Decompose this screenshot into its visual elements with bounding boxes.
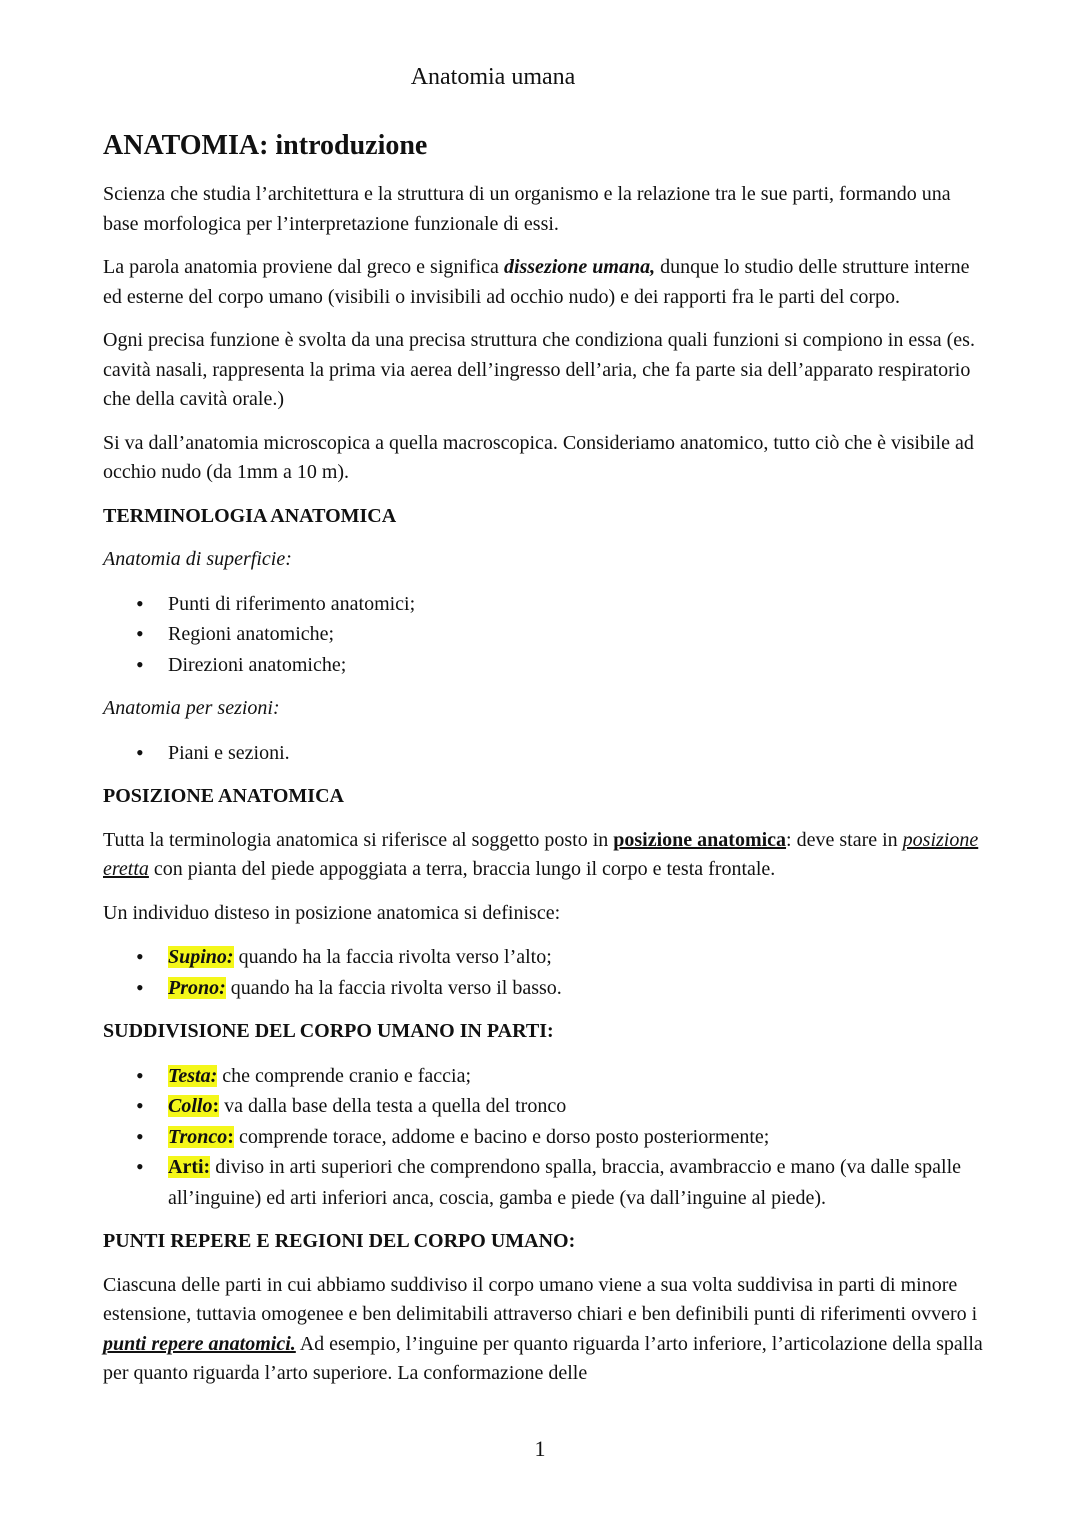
text-run: La parola anatomia proviene dal greco e significa [103,256,504,278]
text-run: comprende torace, addome e bacino e dorso posto posteriormente; [233,1125,770,1148]
posizione-paragraph-1 [103,826,983,885]
text-run: Tutta la terminologia anatomica si riferisce al soggetto posto in [103,828,614,851]
heading-bold-part: ANATOMIA: [103,130,269,161]
intro-paragraph-4: Si va dall’anatomia microscopica a quella macroscopica. Consideriamo anatomico, tutto ciò che è visibile ad occhio nudo (da 1mm a 10 m). [103,431,974,483]
text-run: quando ha la faccia rivolta verso il basso. [225,976,562,999]
main-heading [103,128,983,164]
list-item [168,942,983,973]
section-title-suddivisione: SUDDIVISIONE DEL CORPO UMANO IN PARTI: [103,1020,554,1042]
section-title-posizione: POSIZIONE ANATOMICA [103,785,344,807]
text-run: va dalla base della testa a quella del tronco [219,1095,567,1117]
highlighted-term: Testa: [168,1064,218,1087]
highlighted-term: Tronco [168,1125,228,1148]
highlighted-term: Prono: [168,976,226,999]
list-item: • Punti di riferimento anatomici; [168,589,983,620]
text-run: Ciascuna delle parti in cui abbiamo suddiviso il corpo umano viene a sua volta suddivisa in parti di minore estensione, tuttavia omogenee e ben delimitabili attraverso chiari e ben definibili punti di riferimenti ovvero i [103,1273,978,1325]
list-item [168,1152,983,1213]
text-run: Ad esempio, l’inguine per quanto riguarda l’arto inferiore, l’articolazione della spalla per quanto riguarda l’arto superiore. La conformazione delle [103,1332,983,1384]
posizione-paragraph-2: Un individuo disteso in posizione anatomica si definisce: [103,901,561,924]
term-posizione-anatomica: posizione anatomica [613,828,787,851]
heading-rest: introduzione [268,130,428,161]
highlighted-colon: : [212,1095,220,1117]
document-body [103,128,983,1403]
list-item [168,1122,983,1153]
superficie-list [103,589,983,681]
sezioni-list [103,738,983,769]
highlighted-colon: : [227,1125,234,1148]
text-run: con pianta del piede appoggiata a terra, braccia lungo il corpo e testa frontale. [148,858,776,880]
highlighted-term: Arti: [168,1156,211,1178]
list-item [168,1091,983,1122]
list-item: • Regioni anatomiche; [168,619,983,650]
list-item [168,1061,983,1092]
text-run: quando ha la faccia rivolta verso l’alto; [233,946,552,968]
text-run: diviso in arti superiori che comprendono spalla, braccia, avambraccio e mano (va dalle spalle all’inguine) ed arti inferiori anca, coscia, gamba e piede (va dall’inguine al piede). [168,1156,962,1209]
sezioni-label: Anatomia per sezioni: [103,697,280,719]
section-title-terminologia: TERMINOLOGIA ANATOMICA [103,504,397,527]
punti-paragraph-1 [103,1271,983,1389]
page-header: Anatomia umana [410,64,576,90]
text-run: che comprende cranio e faccia; [217,1064,471,1087]
intro-paragraph-1: Scienza che studia l’architettura e la struttura di un organismo e la relazione tra le sue parti, formando una base morfologica per l’interpretazione funzionale di essi. [103,183,951,235]
suddivisione-list [103,1061,983,1214]
emphasis-dissezione: dissezione umana, [503,256,656,278]
intro-paragraph-3: Ogni precisa funzione è svolta da una precisa struttura che condiziona quali funzioni si compiono in essa (es. cavità nasali, rappresenta la prima via aerea dell’ingresso dell’aria, che fa parte sia dell’apparato respiratorio che della cavità orale.) [103,329,975,410]
superficie-label: Anatomia di superficie: [103,548,292,570]
list-item: • Piani e sezioni. [168,738,983,769]
text-run: : deve stare in [786,828,903,851]
term-punti-repere: punti repere anatomici. [103,1332,296,1355]
highlighted-term: Supino: [168,946,234,968]
intro-paragraph-2 [103,253,983,312]
posizione-list [103,942,983,1003]
term-posizione-eretta: posizione eretta [103,828,979,880]
text-run: dunque lo studio delle strutture interne ed esterne del corpo umano (visibili o invisibili ad occhio nudo) e dei rapporti fra le parti del corpo. [103,256,970,308]
section-title-punti: PUNTI REPERE E REGIONI DEL CORPO UMANO: [103,1230,576,1252]
list-item [168,973,983,1004]
list-item: • Direzioni anatomiche; [168,650,983,681]
highlighted-term: Collo [168,1095,213,1117]
page-number: 1 [534,1436,546,1461]
